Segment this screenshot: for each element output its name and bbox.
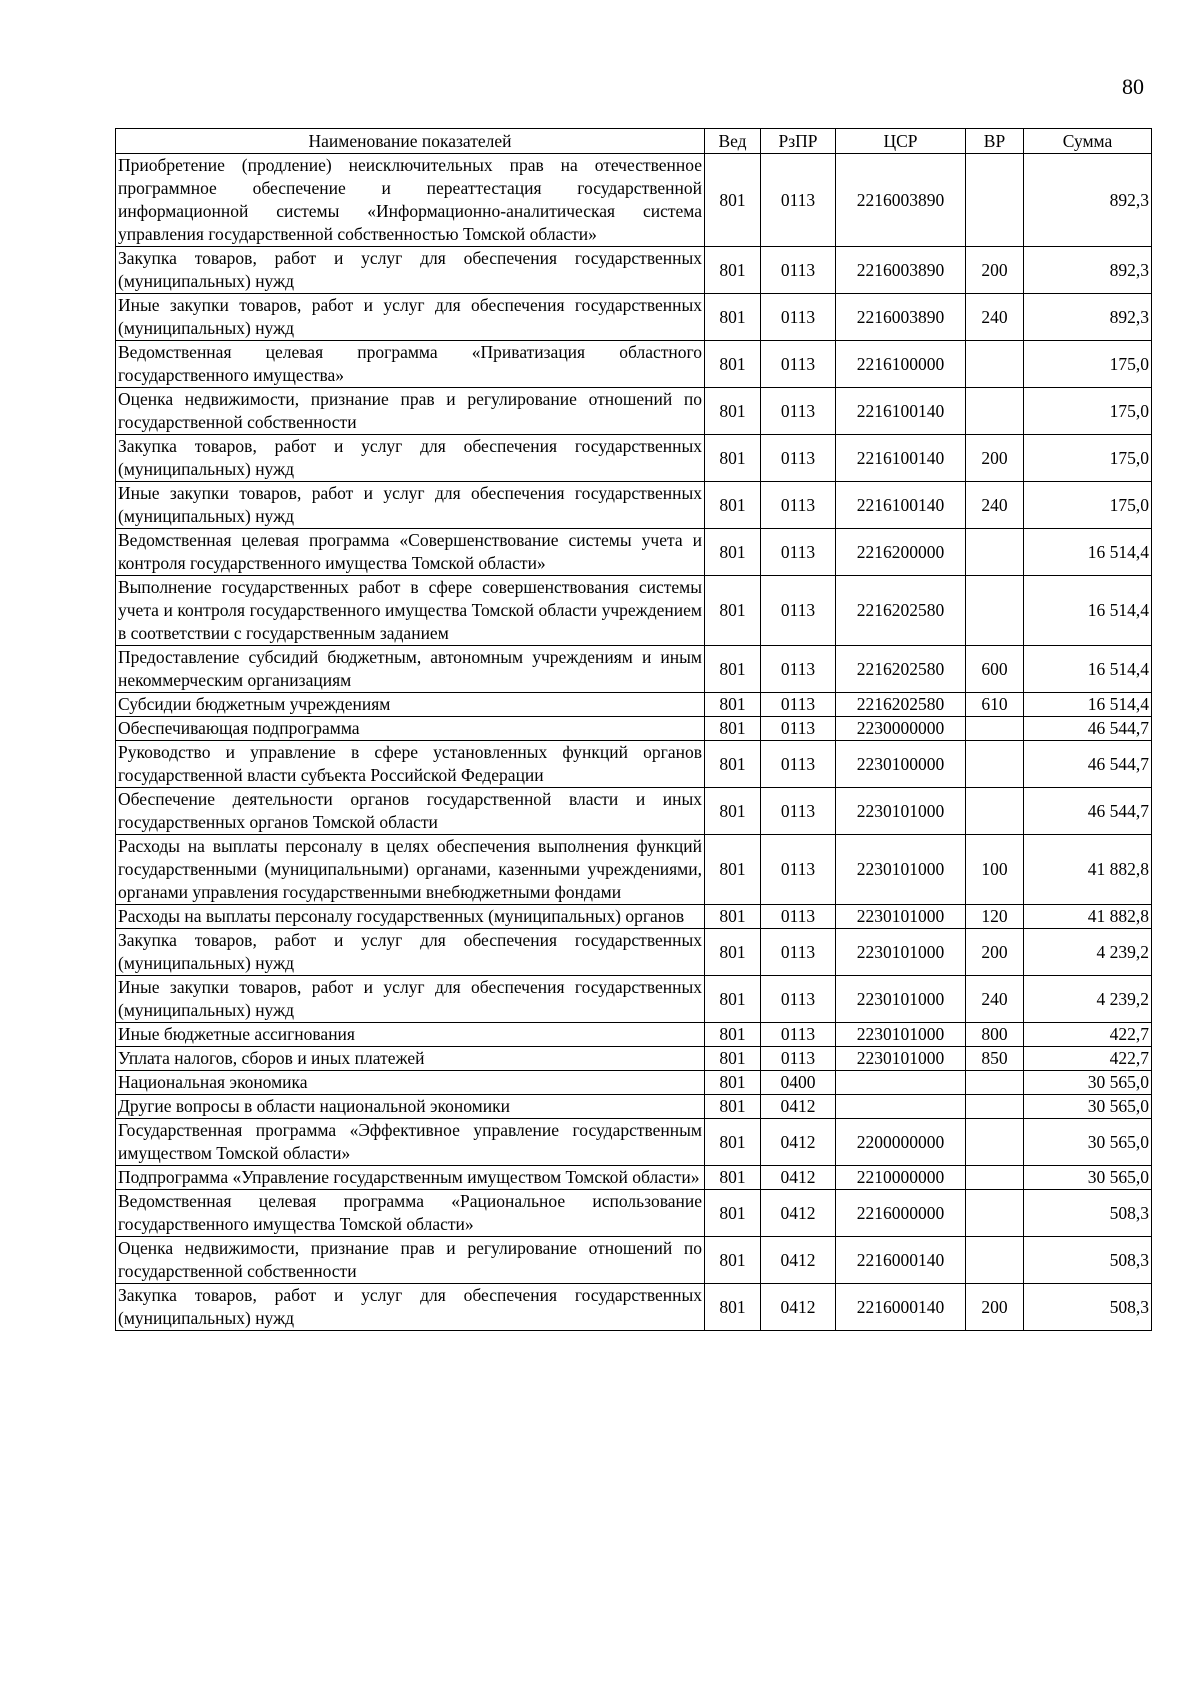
cell-ved: 801 [705,788,761,835]
cell-name: Расходы на выплаты персоналу государственных (муниципальных) органов [116,905,705,929]
cell-rzpr: 0113 [761,294,836,341]
cell-ved: 801 [705,1166,761,1190]
table-row [116,976,1152,1023]
cell-rzpr: 0113 [761,693,836,717]
cell-vr [966,1071,1024,1095]
cell-vr [966,1095,1024,1119]
header-vr: ВР [966,129,1024,154]
cell-sum: 41 882,8 [1024,905,1152,929]
cell-csr: 2216100140 [836,388,966,435]
cell-csr: 2216202580 [836,693,966,717]
table-body [116,154,1152,1331]
cell-rzpr: 0113 [761,1023,836,1047]
cell-vr: 120 [966,905,1024,929]
cell-rzpr: 0113 [761,341,836,388]
cell-sum: 16 514,4 [1024,576,1152,646]
cell-sum: 30 565,0 [1024,1166,1152,1190]
table-row [116,1023,1152,1047]
cell-vr [966,1119,1024,1166]
cell-vr: 100 [966,835,1024,905]
cell-csr: 2230101000 [836,835,966,905]
cell-sum: 892,3 [1024,247,1152,294]
cell-name: Ведомственная целевая программа «Совершенствование системы учета и контроля государственного имущества Томской области» [116,529,705,576]
cell-ved: 801 [705,717,761,741]
header-ved: Вед [705,129,761,154]
cell-rzpr: 0412 [761,1166,836,1190]
cell-ved: 801 [705,482,761,529]
cell-sum: 175,0 [1024,341,1152,388]
table-row [116,905,1152,929]
cell-vr: 240 [966,482,1024,529]
table-row [116,529,1152,576]
cell-sum: 508,3 [1024,1190,1152,1237]
cell-rzpr: 0113 [761,435,836,482]
cell-name: Другие вопросы в области национальной экономики [116,1095,705,1119]
cell-sum: 30 565,0 [1024,1119,1152,1166]
cell-sum: 16 514,4 [1024,529,1152,576]
cell-rzpr: 0400 [761,1071,836,1095]
cell-name: Иные закупки товаров, работ и услуг для обеспечения государственных (муниципальных) нужд [116,976,705,1023]
cell-csr: 2216000140 [836,1284,966,1331]
cell-vr: 600 [966,646,1024,693]
cell-name: Оценка недвижимости, признание прав и регулирование отношений по государственной собственности [116,388,705,435]
budget-table [115,128,1152,1331]
cell-name: Государственная программа «Эффективное управление государственным имуществом Томской области» [116,1119,705,1166]
cell-csr: 2216003890 [836,154,966,247]
cell-csr: 2216003890 [836,294,966,341]
cell-vr [966,1190,1024,1237]
cell-ved: 801 [705,693,761,717]
table-row [116,741,1152,788]
cell-rzpr: 0412 [761,1190,836,1237]
table-row [116,1284,1152,1331]
cell-name: Обеспечение деятельности органов государственной власти и иных государственных органов Томской области [116,788,705,835]
cell-ved: 801 [705,529,761,576]
cell-csr: 2230101000 [836,1023,966,1047]
cell-vr [966,1237,1024,1284]
cell-csr [836,1095,966,1119]
table-row [116,788,1152,835]
cell-vr: 200 [966,435,1024,482]
cell-rzpr: 0113 [761,388,836,435]
table-row [116,1119,1152,1166]
cell-sum: 422,7 [1024,1047,1152,1071]
cell-csr: 2230101000 [836,1047,966,1071]
cell-name: Подпрограмма «Управление государственным имуществом Томской области» [116,1166,705,1190]
cell-vr [966,154,1024,247]
table-row [116,1047,1152,1071]
cell-sum: 30 565,0 [1024,1071,1152,1095]
cell-sum: 4 239,2 [1024,976,1152,1023]
cell-rzpr: 0113 [761,835,836,905]
cell-rzpr: 0113 [761,154,836,247]
cell-rzpr: 0113 [761,576,836,646]
cell-csr: 2230101000 [836,788,966,835]
cell-ved: 801 [705,1047,761,1071]
cell-csr: 2216100140 [836,435,966,482]
cell-ved: 801 [705,1190,761,1237]
cell-rzpr: 0113 [761,1047,836,1071]
table-row [116,482,1152,529]
cell-ved: 801 [705,646,761,693]
cell-sum: 175,0 [1024,435,1152,482]
cell-csr: 2216100000 [836,341,966,388]
cell-name: Руководство и управление в сфере установленных функций органов государственной власти субъекта Российской Федерации [116,741,705,788]
table-row [116,835,1152,905]
cell-name: Ведомственная целевая программа «Рациональное использование государственного имущества Томской области» [116,1190,705,1237]
cell-csr: 2216000140 [836,1237,966,1284]
cell-vr: 240 [966,294,1024,341]
table-row [116,1190,1152,1237]
header-name: Наименование показателей [116,129,705,154]
cell-vr: 200 [966,929,1024,976]
cell-ved: 801 [705,929,761,976]
cell-sum: 30 565,0 [1024,1095,1152,1119]
cell-rzpr: 0113 [761,976,836,1023]
cell-rzpr: 0113 [761,529,836,576]
cell-sum: 422,7 [1024,1023,1152,1047]
cell-rzpr: 0113 [761,247,836,294]
cell-vr [966,1166,1024,1190]
cell-vr [966,741,1024,788]
cell-vr [966,388,1024,435]
cell-csr: 2216003890 [836,247,966,294]
cell-name: Приобретение (продление) неисключительных прав на отечественное программное обеспечение и переаттестация государственной информационной системы «Информационно-аналитическая система управления государственной собственностью Томской области» [116,154,705,247]
cell-csr: 2230101000 [836,929,966,976]
cell-sum: 46 544,7 [1024,788,1152,835]
cell-sum: 508,3 [1024,1237,1152,1284]
cell-ved: 801 [705,1284,761,1331]
table-header-row [116,129,1152,154]
cell-vr: 240 [966,976,1024,1023]
cell-csr: 2210000000 [836,1166,966,1190]
cell-sum: 508,3 [1024,1284,1152,1331]
cell-ved: 801 [705,1095,761,1119]
cell-rzpr: 0113 [761,905,836,929]
cell-vr: 610 [966,693,1024,717]
cell-ved: 801 [705,1237,761,1284]
table-row [116,388,1152,435]
cell-vr: 850 [966,1047,1024,1071]
cell-csr: 2216000000 [836,1190,966,1237]
cell-csr: 2216200000 [836,529,966,576]
table-row [116,1166,1152,1190]
table-row [116,646,1152,693]
cell-name: Оценка недвижимости, признание прав и регулирование отношений по государственной собственности [116,1237,705,1284]
cell-vr [966,529,1024,576]
cell-ved: 801 [705,154,761,247]
cell-csr: 2200000000 [836,1119,966,1166]
cell-vr [966,341,1024,388]
cell-vr [966,576,1024,646]
cell-name: Обеспечивающая подпрограмма [116,717,705,741]
cell-name: Расходы на выплаты персоналу в целях обеспечения выполнения функций государственными (муниципальными) органами, казенными учреждениями, органами управления государственными внебюджетными фондами [116,835,705,905]
cell-sum: 46 544,7 [1024,717,1152,741]
cell-sum: 4 239,2 [1024,929,1152,976]
cell-rzpr: 0412 [761,1095,836,1119]
cell-csr: 2230101000 [836,976,966,1023]
cell-vr [966,788,1024,835]
cell-sum: 175,0 [1024,482,1152,529]
table-row [116,247,1152,294]
cell-rzpr: 0113 [761,741,836,788]
table-row [116,435,1152,482]
cell-ved: 801 [705,1071,761,1095]
cell-name: Предоставление субсидий бюджетным, автономным учреждениям и иным некоммерческим организациям [116,646,705,693]
table-row [116,1095,1152,1119]
cell-rzpr: 0412 [761,1284,836,1331]
table-row [116,717,1152,741]
cell-csr: 2230000000 [836,717,966,741]
cell-vr: 200 [966,247,1024,294]
cell-name: Закупка товаров, работ и услуг для обеспечения государственных (муниципальных) нужд [116,1284,705,1331]
cell-vr: 200 [966,1284,1024,1331]
cell-ved: 801 [705,388,761,435]
cell-csr: 2230101000 [836,905,966,929]
cell-ved: 801 [705,835,761,905]
cell-rzpr: 0113 [761,929,836,976]
cell-ved: 801 [705,905,761,929]
cell-name: Закупка товаров, работ и услуг для обеспечения государственных (муниципальных) нужд [116,929,705,976]
cell-rzpr: 0113 [761,646,836,693]
cell-name: Субсидии бюджетным учреждениям [116,693,705,717]
table-row [116,576,1152,646]
cell-name: Закупка товаров, работ и услуг для обеспечения государственных (муниципальных) нужд [116,247,705,294]
cell-name: Выполнение государственных работ в сфере совершенствования системы учета и контроля государственного имущества Томской области учреждением в соответствии с государственным заданием [116,576,705,646]
cell-name: Национальная экономика [116,1071,705,1095]
cell-rzpr: 0113 [761,482,836,529]
cell-rzpr: 0113 [761,717,836,741]
table-row [116,154,1152,247]
cell-sum: 16 514,4 [1024,646,1152,693]
cell-ved: 801 [705,1119,761,1166]
cell-ved: 801 [705,247,761,294]
table-row [116,929,1152,976]
cell-name: Уплата налогов, сборов и иных платежей [116,1047,705,1071]
cell-sum: 41 882,8 [1024,835,1152,905]
cell-rzpr: 0412 [761,1119,836,1166]
cell-sum: 175,0 [1024,388,1152,435]
cell-name: Иные закупки товаров, работ и услуг для обеспечения государственных (муниципальных) нужд [116,294,705,341]
cell-vr: 800 [966,1023,1024,1047]
cell-ved: 801 [705,341,761,388]
table-row [116,1071,1152,1095]
cell-ved: 801 [705,294,761,341]
table-row [116,693,1152,717]
cell-sum: 892,3 [1024,294,1152,341]
cell-name: Ведомственная целевая программа «Приватизация областного государственного имущества» [116,341,705,388]
cell-csr [836,1071,966,1095]
cell-csr: 2216202580 [836,646,966,693]
cell-ved: 801 [705,1023,761,1047]
cell-name: Иные бюджетные ассигнования [116,1023,705,1047]
cell-ved: 801 [705,741,761,788]
header-csr: ЦСР [836,129,966,154]
cell-name: Закупка товаров, работ и услуг для обеспечения государственных (муниципальных) нужд [116,435,705,482]
cell-csr: 2216100140 [836,482,966,529]
cell-sum: 16 514,4 [1024,693,1152,717]
table-row [116,341,1152,388]
cell-rzpr: 0113 [761,788,836,835]
cell-csr: 2216202580 [836,576,966,646]
cell-ved: 801 [705,435,761,482]
cell-csr: 2230100000 [836,741,966,788]
header-sum: Сумма [1024,129,1152,154]
cell-rzpr: 0412 [761,1237,836,1284]
cell-name: Иные закупки товаров, работ и услуг для обеспечения государственных (муниципальных) нужд [116,482,705,529]
header-rzpr: РзПР [761,129,836,154]
cell-vr [966,717,1024,741]
cell-sum: 46 544,7 [1024,741,1152,788]
table-row [116,1237,1152,1284]
table-row [116,294,1152,341]
page-number: 80 [1122,74,1144,99]
cell-ved: 801 [705,576,761,646]
cell-sum: 892,3 [1024,154,1152,247]
cell-ved: 801 [705,976,761,1023]
